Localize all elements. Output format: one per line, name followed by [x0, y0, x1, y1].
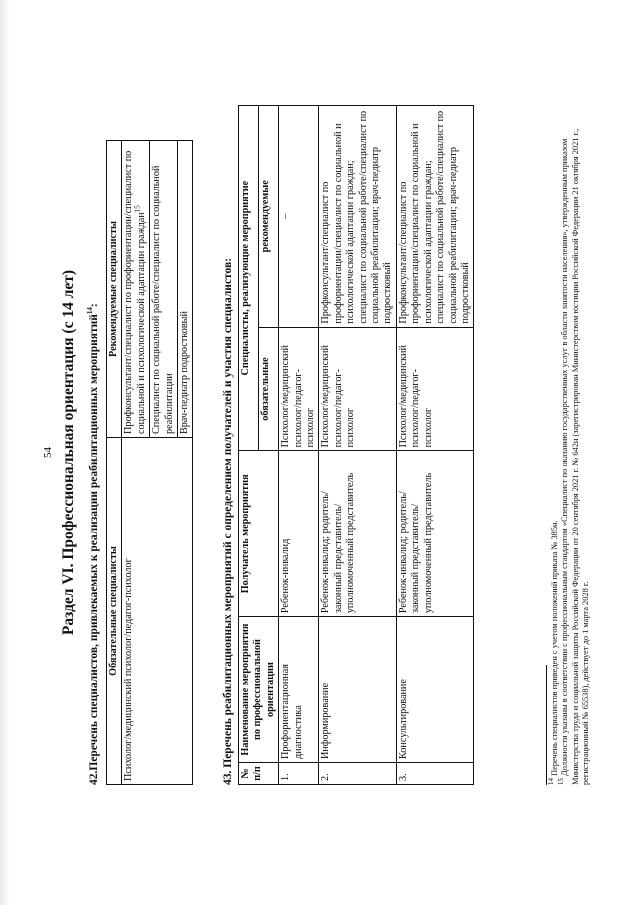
table-row	[279, 106, 319, 785]
col-number: № п/п	[239, 763, 279, 785]
row-measure-name: Профориентационная диагностика	[279, 617, 319, 763]
row-recipient: Ребенок-инвалид	[279, 451, 319, 617]
row-mandatory: Психолог/медицинский психолог/педагог-психолог	[279, 327, 319, 451]
col-mandatory-specialists: Обязательные специалисты	[107, 438, 122, 785]
col-mandatory: обязательные	[259, 327, 279, 451]
row-measure-name: Консультирование	[396, 617, 473, 763]
col-recipient: Получатель мероприятия	[239, 451, 279, 617]
footnote-ref-14: 14	[86, 307, 95, 315]
footnote-15	[557, 105, 591, 785]
measures-table-header-1	[239, 106, 259, 785]
row-recommended: Профконсультант/специалист по профориентации/специалист по социальной и психологической адаптации граждан; специалист по социальной работе/специалист по социальной реабилитации; врач-педиатр подростковый	[319, 106, 396, 328]
footnotes	[547, 105, 592, 785]
footnote-14-text: Перечень специалистов приведен с учетом положений приказа № 385н.	[550, 520, 559, 776]
row-recipient: Ребенок-инвалид; родитель/законный представитель/уполномоченный представитель	[396, 451, 473, 617]
recommended-specialist-1	[122, 141, 150, 438]
row-mandatory: Психолог/медицинский психолог/педагог-психолог	[319, 327, 396, 451]
recommended-specialist-2: Специалист по социальной работе/специалист по социальной реабилитации	[150, 141, 178, 438]
recommended-specialist-3: Врач-педиатр подростковый	[178, 141, 193, 438]
footnote-14-mark: 14	[547, 778, 556, 785]
footnote-separator	[546, 665, 547, 785]
section-43-title: 43. Перечень реабилитационных мероприятий с определением получателей и участия специалистов:	[222, 257, 234, 785]
row-recommended: Профконсультант/специалист по профориентации/специалист по социальной и психологической адаптации граждан; специалист по социальной работе/специалист по социальной реабилитации; врач-педиатр подростковый	[396, 106, 473, 328]
row-recipient: Ребенок-инвалид; родитель/законный представитель/уполномоченный представитель	[319, 451, 396, 617]
footnote-15-text: Должности указаны в соответствии с профессиональным стандартом «Специалист по оказанию государственных услуг в области занятости населения», утвержденным приказом Министерства труда и социальной защиты Российской Федерации от 20 сентября 2021 г. № 642н (зарегистрирован Министерством юстиции Российской Федерации 21 октября 2021 г., регистрационный № 65538), действует до 1 марта 2028 г.	[560, 128, 591, 785]
row-mandatory: Психолог/медицинский психолог/педагог-психолог	[396, 327, 473, 451]
row-measure-name: Информирование	[319, 617, 396, 763]
specialists-table-header	[107, 141, 122, 785]
section-title: Раздел VI. Профессиональная ориентация (с 14 лет)	[60, 269, 77, 636]
page-number: 54	[42, 447, 54, 458]
table-row	[122, 141, 150, 785]
table-row	[319, 106, 396, 785]
row-number: 2.	[319, 763, 396, 785]
table-row	[396, 106, 473, 785]
col-measure-name: Наименование мероприятия по профессиональной ориентации	[239, 617, 279, 763]
recommended-specialist-1-text: Профконсультант/специалист по профориентации/специалист по социальной и психологической адаптации граждан	[123, 150, 147, 434]
row-recommended: –	[279, 106, 319, 328]
col-recommended: рекомендуемые	[259, 106, 279, 328]
col-specialists: Специалисты, реализующие мероприятие	[239, 106, 259, 451]
section-42-title-tail: :	[88, 303, 100, 308]
specialists-table	[106, 140, 193, 785]
section-42-heading	[88, 303, 100, 785]
footnote-15-mark: 15	[557, 778, 566, 785]
col-recommended-specialists: Рекомендуемые специалисты	[107, 141, 122, 438]
row-number: 3.	[396, 763, 473, 785]
footnote-ref-15: 15	[133, 205, 142, 213]
mandatory-specialists-cell: Психолог/медицинский психолог/педагог-психолог	[122, 438, 193, 785]
row-number: 1.	[279, 763, 319, 785]
section-42-title: 42.Перечень специалистов, привлекаемых к реализации реабилитационных мероприятий	[88, 314, 100, 785]
measures-table	[238, 105, 474, 785]
footnote-14	[547, 105, 560, 785]
